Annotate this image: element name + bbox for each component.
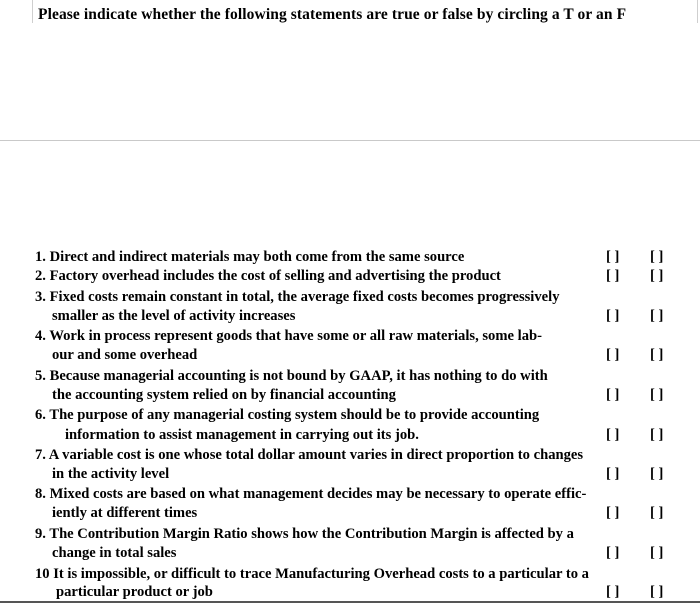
statement-3-line-1: 3. Fixed costs remain constant in total, the average fixed costs becomes progressively xyxy=(35,289,560,305)
statement-4-true-box[interactable]: [ ] xyxy=(606,347,620,363)
statement-2-false-box[interactable]: [ ] xyxy=(650,268,664,284)
statement-5-true-box[interactable]: [ ] xyxy=(606,387,620,403)
statement-7-line-2: in the activity level xyxy=(52,466,170,482)
statement-4-line-1: 4. Work in process represent goods that have some or all raw materials, some lab- xyxy=(35,328,542,344)
statement-3-true-box[interactable]: [ ] xyxy=(606,308,620,324)
statement-7-true-box[interactable]: [ ] xyxy=(606,466,620,482)
statement-6-line-2: information to assist management in carrying out its job. xyxy=(65,427,419,443)
statement-1-false-box[interactable]: [ ] xyxy=(650,249,664,265)
statement-2-line-1: 2. Factory overhead includes the cost of selling and advertising the product xyxy=(35,268,501,284)
statement-10-line-2: particular product or job xyxy=(56,584,213,600)
statement-2-true-box[interactable]: [ ] xyxy=(606,268,620,284)
statement-7-line-1: 7. A variable cost is one whose total dollar amount varies in direct proportion to changes xyxy=(35,447,584,463)
statement-5-false-box[interactable]: [ ] xyxy=(650,387,664,403)
statement-10-line-1: 10 It is impossible, or difficult to trace Manufacturing Overhead costs to a particular to a xyxy=(35,566,589,582)
statement-9-line-1: 9. The Contribution Margin Ratio shows how the Contribution Margin is affected by a xyxy=(35,526,574,542)
statement-8-line-1: 8. Mixed costs are based on what management decides may be necessary to operate effic- xyxy=(35,486,587,502)
statement-6-false-box[interactable]: [ ] xyxy=(650,427,664,443)
statement-3-false-box[interactable]: [ ] xyxy=(650,308,664,324)
statement-1-line-1: 1. Direct and indirect materials may both come from the same source xyxy=(35,249,465,265)
statement-10-false-box[interactable]: [ ] xyxy=(650,584,664,600)
statement-4-false-box[interactable]: [ ] xyxy=(650,347,664,363)
statement-8-true-box[interactable]: [ ] xyxy=(606,505,620,521)
statement-7-false-box[interactable]: [ ] xyxy=(650,466,664,482)
statement-8-line-2: iently at different times xyxy=(52,505,198,521)
statement-5-line-1: 5. Because managerial accounting is not bound by GAAP, it has nothing to do with xyxy=(35,368,548,384)
statement-4-line-2: our and some overhead xyxy=(52,347,198,363)
statement-5-line-2: the accounting system relied on by financial accounting xyxy=(52,387,396,403)
statement-9-true-box[interactable]: [ ] xyxy=(606,545,620,561)
instruction-text: Please indicate whether the following statements are true or false by circling a T or an F xyxy=(38,6,627,23)
statement-6-line-1: 6. The purpose of any managerial costing system should be to provide accounting xyxy=(35,407,540,423)
statement-9-false-box[interactable]: [ ] xyxy=(650,545,664,561)
statement-3-line-2: smaller as the level of activity increases xyxy=(52,308,296,324)
statement-9-line-2: change in total sales xyxy=(52,545,177,561)
statement-1-true-box[interactable]: [ ] xyxy=(606,249,620,265)
statement-6-true-box[interactable]: [ ] xyxy=(606,427,620,443)
statement-10-true-box[interactable]: [ ] xyxy=(606,584,620,600)
statement-8-false-box[interactable]: [ ] xyxy=(650,505,664,521)
